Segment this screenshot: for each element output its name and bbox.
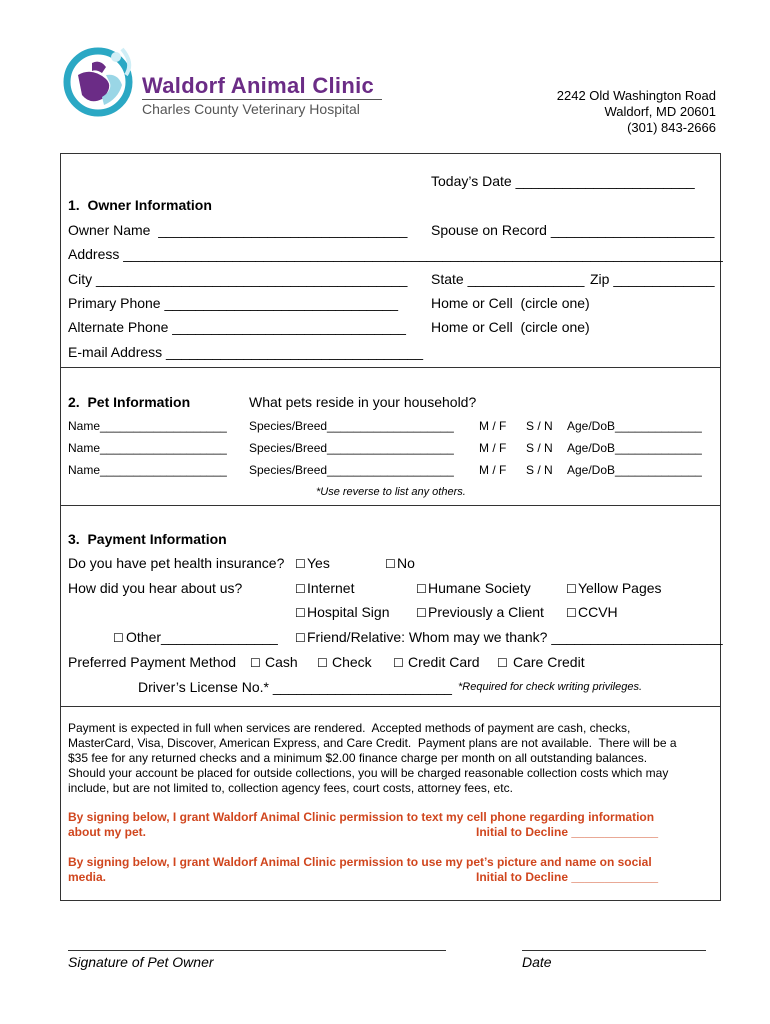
- date-label: Date: [522, 954, 552, 970]
- referral-humane-option[interactable]: Humane Society: [428, 580, 531, 596]
- clinic-subtitle: Charles County Veterinary Hospital: [142, 101, 360, 117]
- checkbox-icon[interactable]: ☐: [416, 606, 427, 620]
- terms-text: Should your account be placed for outside collections, you will be charged reasonable collection costs which may: [68, 766, 669, 780]
- payment-method-label: Preferred Payment Method: [68, 654, 237, 670]
- terms-text: Payment is expected in full when services are rendered. Accepted methods of payment are cash, checks,: [68, 721, 631, 735]
- alternate-phone-field[interactable]: Alternate Phone ______________________________: [68, 319, 406, 335]
- checkbox-icon[interactable]: ☐: [393, 656, 404, 670]
- pet-sex-choice[interactable]: M / F: [479, 463, 507, 477]
- referral-friend-option[interactable]: Friend/Relative: Whom may we thank? ______________________: [307, 629, 723, 645]
- pet-breed-field[interactable]: Species/Breed___________________: [249, 441, 454, 455]
- pet-neuter-choice[interactable]: S / N: [526, 441, 553, 455]
- spouse-field[interactable]: Spouse on Record _____________________: [431, 222, 715, 238]
- logo-underline: [142, 99, 382, 100]
- checkbox-icon[interactable]: ☐: [566, 582, 577, 596]
- referral-question: How did you hear about us?: [68, 580, 243, 596]
- payment-care-credit-option[interactable]: Care Credit: [513, 654, 585, 670]
- pet-neuter-choice[interactable]: S / N: [526, 463, 553, 477]
- email-field[interactable]: E-mail Address _________________________________: [68, 344, 423, 360]
- signature-line[interactable]: [68, 950, 446, 951]
- clinic-name: Waldorf Animal Clinic: [142, 73, 375, 98]
- pet-name-field[interactable]: Name___________________: [68, 441, 227, 455]
- owner-name-field[interactable]: Owner Name ________________________________: [68, 222, 408, 238]
- referral-yellow-pages-option[interactable]: Yellow Pages: [578, 580, 662, 596]
- payment-check-option[interactable]: Check: [332, 654, 372, 670]
- checkbox-icon[interactable]: ☐: [250, 656, 261, 670]
- terms-text: MasterCard, Visa, Discover, American Express, and Care Credit. Payment plans are not available. There will be a: [68, 736, 677, 750]
- section-divider-pets: [60, 505, 721, 506]
- checkbox-icon[interactable]: ☐: [317, 656, 328, 670]
- checkbox-icon[interactable]: ☐: [295, 557, 306, 571]
- clinic-address-line1: 2242 Old Washington Road: [556, 88, 716, 103]
- payment-cash-option[interactable]: Cash: [265, 654, 298, 670]
- address-field[interactable]: Address _____________________________________________________________________________: [68, 246, 723, 262]
- referral-hospital-sign-option[interactable]: Hospital Sign: [307, 604, 390, 620]
- clinic-phone: (301) 843-2666: [627, 120, 716, 135]
- text-consent: about my pet.: [68, 825, 147, 839]
- pet-info-heading: 2. Pet Information: [68, 394, 191, 410]
- pet-breed-field[interactable]: Species/Breed___________________: [249, 419, 454, 433]
- terms-text: $35 fee for any returned checks and a minimum $2.00 finance charge per month on all outstanding balances.: [68, 751, 648, 765]
- checkbox-icon[interactable]: ☐: [416, 582, 427, 596]
- checkbox-icon[interactable]: ☐: [497, 656, 508, 670]
- paw-heart-icon: [62, 45, 134, 119]
- checkbox-icon[interactable]: ☐: [295, 582, 306, 596]
- drivers-license-field[interactable]: Driver’s License No.* _______________________: [138, 679, 452, 695]
- clinic-logo: [62, 45, 392, 125]
- date-line[interactable]: [522, 950, 706, 951]
- checkbox-icon[interactable]: ☐: [385, 557, 396, 571]
- checkbox-icon[interactable]: ☐: [295, 631, 306, 645]
- pets-question: What pets reside in your household?: [249, 394, 477, 410]
- license-note: *Required for check writing privileges.: [458, 681, 643, 693]
- state-field[interactable]: State _______________: [431, 271, 585, 287]
- clinic-address-line2: Waldorf, MD 20601: [604, 104, 716, 119]
- alternate-phone-type[interactable]: Home or Cell (circle one): [431, 319, 590, 335]
- pet-name-field[interactable]: Name___________________: [68, 419, 227, 433]
- insurance-question: Do you have pet health insurance?: [68, 555, 285, 571]
- pet-sex-choice[interactable]: M / F: [479, 419, 507, 433]
- media-decline-initial-field[interactable]: Initial to Decline _____________: [476, 870, 659, 884]
- signature-label: Signature of Pet Owner: [68, 954, 214, 970]
- owner-info-heading: 1. Owner Information: [68, 197, 212, 213]
- pets-note: *Use reverse to list any others.: [316, 486, 466, 498]
- pet-breed-field[interactable]: Species/Breed___________________: [249, 463, 454, 477]
- section-divider-owner: [60, 367, 721, 368]
- media-consent: By signing below, I grant Waldorf Animal Clinic permission to use my pet’s picture and name on social: [68, 855, 652, 869]
- pet-sex-choice[interactable]: M / F: [479, 441, 507, 455]
- referral-internet-option[interactable]: Internet: [307, 580, 355, 596]
- pet-name-field[interactable]: Name___________________: [68, 463, 227, 477]
- insurance-yes-option[interactable]: Yes: [307, 555, 330, 571]
- payment-credit-card-option[interactable]: Credit Card: [408, 654, 480, 670]
- referral-previous-client-option[interactable]: Previously a Client: [428, 604, 544, 620]
- checkbox-icon[interactable]: ☐: [295, 606, 306, 620]
- referral-ccvh-option[interactable]: CCVH: [578, 604, 618, 620]
- referral-other-option[interactable]: Other_______________: [126, 629, 278, 645]
- checkbox-icon[interactable]: ☐: [566, 606, 577, 620]
- zip-field[interactable]: Zip _____________: [590, 271, 715, 287]
- text-consent: By signing below, I grant Waldorf Animal Clinic permission to text my cell phone regarding information: [68, 810, 655, 824]
- checkbox-icon[interactable]: ☐: [113, 631, 124, 645]
- city-field[interactable]: City ________________________________________: [68, 271, 408, 287]
- media-consent: media.: [68, 870, 107, 884]
- pet-age-field[interactable]: Age/DoB_____________: [567, 419, 702, 433]
- primary-phone-type[interactable]: Home or Cell (circle one): [431, 295, 590, 311]
- primary-phone-field[interactable]: Primary Phone ______________________________: [68, 295, 399, 311]
- payment-info-heading: 3. Payment Information: [68, 531, 227, 547]
- terms-text: include, but are not limited to, collection agency fees, court costs, attorney fees, etc.: [68, 781, 513, 795]
- pet-age-field[interactable]: Age/DoB_____________: [567, 463, 702, 477]
- todays-date-field[interactable]: Today’s Date _______________________: [431, 173, 695, 189]
- section-divider-payment: [60, 706, 721, 707]
- pet-neuter-choice[interactable]: S / N: [526, 419, 553, 433]
- pet-age-field[interactable]: Age/DoB_____________: [567, 441, 702, 455]
- text-decline-initial-field[interactable]: Initial to Decline _____________: [476, 825, 659, 839]
- insurance-no-option[interactable]: No: [397, 555, 415, 571]
